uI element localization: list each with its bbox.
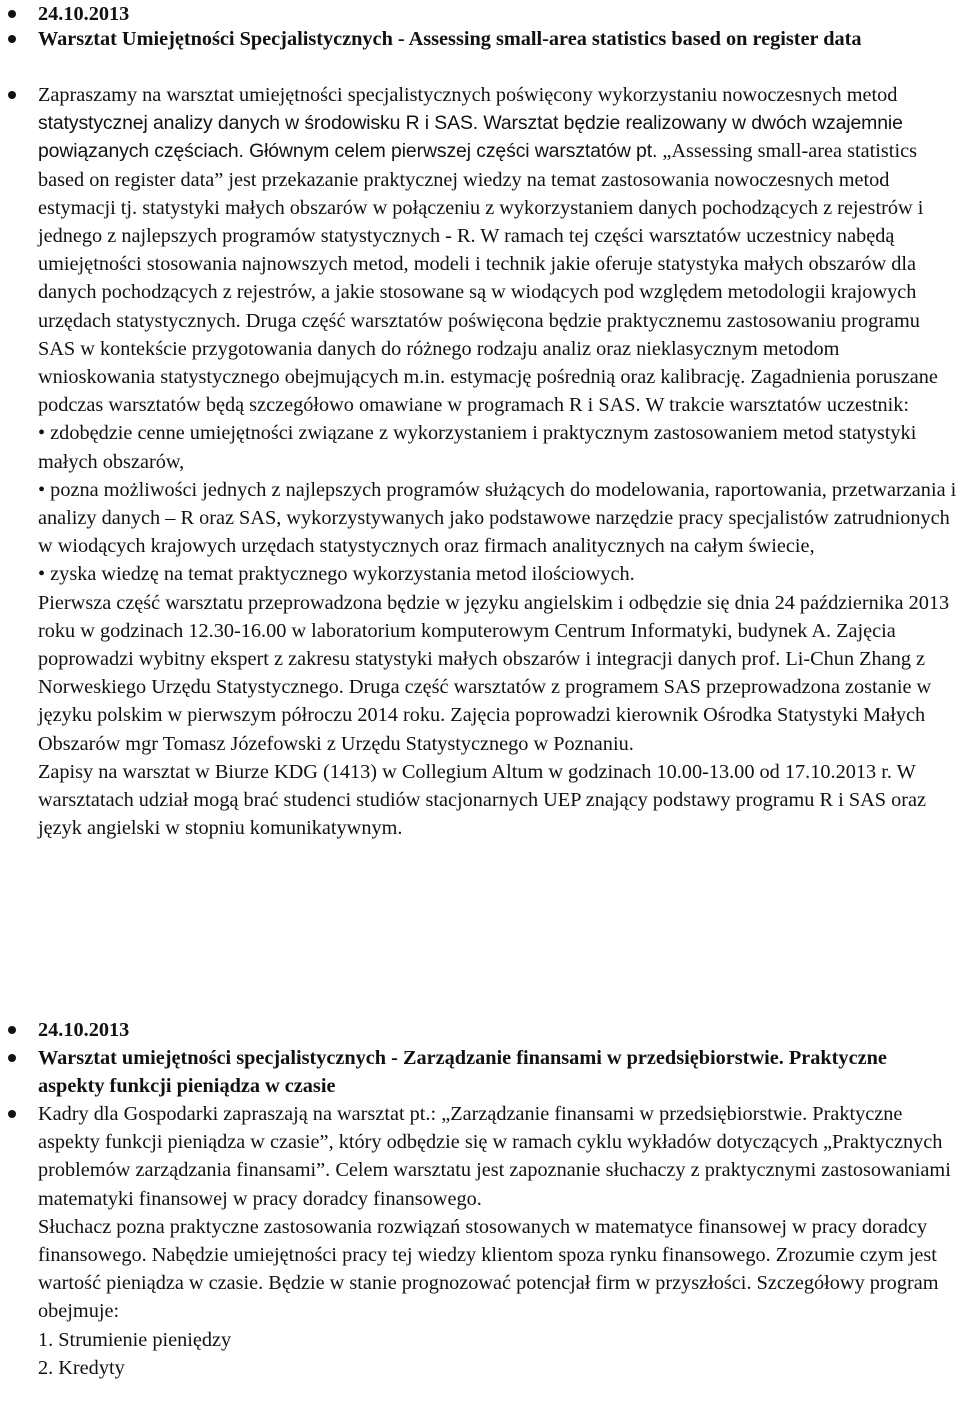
paragraph-first-part: Pierwsza część warsztatu przeprowadzona będzie w języku angielskim i odbędzie się dnia 24 października 2013 roku w godzinach 12.30-16.00 w laboratorium komputerowym Centrum Informatyki, budynek A. Zajęcia poprowadzi wybitny ekspert z zakresu statystyki małych obszarów i integracji danych prof. Li-Chun Zhang z Norweskiego Urzędu Statystycznego. Druga część warsztatów z programem SAS przeprowadzona zostanie w języku polskim w pierwszym półroczu 2014 roku. Zajęcia poprowadzi kierownik Ośrodka Statystyki Małych Obszarów mgr Tomasz Józefowski z Urzędu Statystycznego w Poznaniu. — [38, 591, 950, 755]
point-3: • zyska wiedzę na temat praktycznego wykorzystania metod ilościowych. — [38, 560, 958, 588]
workshop-body-2 — [38, 1100, 958, 1382]
bullet-icon — [8, 1026, 16, 1034]
bullet-icon — [8, 1054, 16, 1062]
workshop-title-2: Warsztat umiejętności specjalistycznych - Zarządzanie finansami w przedsiębiorstwie. Praktyczne aspekty funkcji pieniądza w czasie — [38, 1047, 887, 1098]
date-1: 24.10.2013 — [38, 3, 130, 25]
bullet-icon — [8, 35, 16, 43]
program-item-2: 2. Kredyty — [38, 1356, 125, 1379]
workshop-title-1: Warsztat Umiejętności Specjalistycznych - Assessing small-area statistics based on register data — [38, 28, 862, 50]
workshop-body-1 — [38, 81, 958, 842]
intro-rest-text: „Assessing small-area statistics based on register data” jest przekazanie praktycznej wiedzy na temat zastosowania nowoczesnych metod estymacji tj. statystyki małych obszarów w połączeniu z wykorzystaniem danych pochodzących z rejestrów i jednego z najlepszych programów statystycznych - R. W ramach tej części warsztatów uczestnicy nabędą umiejętności stosowania najnowszych metod, modeli i technik jakie oferuje statystyka małych obszarów dla danych pochodzących z rejestrów, a jakie stosowane są w wiodących pod względem metodologii krajowych urzędach statystycznych. Druga część warsztatów poświęcona będzie praktycznemu zastosowaniu programu SAS w kontekście przygotowania danych do różnego rodzaju analiz oraz nieklasycznym metodom wnioskowania statystycznego obejmujących m.in. estymację pośrednią oraz kalibrację. Zagadnienia poruszane podczas warsztatów będą szczegółowo omawiane w programach R i SAS. W trakcie warsztatów uczestnik: — [38, 140, 938, 417]
bullet-icon — [8, 10, 16, 18]
intro-sans-text: statystycznej analizy danych w środowisku R i SAS. Warsztat będzie realizowany w dwóch wzajemnie powiązanych częściach. Głównym celem pierwszej części warsztatów pt. — [38, 112, 903, 163]
intro-paragraph-2: Kadry dla Gospodarki zapraszają na warsztat pt.: „Zarządzanie finansami w przedsiębiorstwie. Praktyczne aspekty funkcji pieniądza w czasie”, który odbędzie się w ramach cyklu wykładów dotyczących „Praktycznych problemów zarządzania finansami”. Celem warsztatu jest zapoznanie słuchaczy z praktycznymi zastosowaniami matematyki finansowej w pracy doradcy finansowego. — [38, 1103, 951, 1210]
date-2: 24.10.2013 — [38, 1019, 130, 1041]
intro-paragraph-1 — [38, 81, 958, 419]
intro-serif-text: Zapraszamy na warsztat umiejętności specjalistycznych poświęcony wykorzystaniu nowoczesnych metod — [38, 84, 898, 106]
list-item-title-2 — [0, 1044, 960, 1100]
paragraph-registration: Zapisy na warsztat w Biurze KDG (1413) w Collegium Altum w godzinach 10.00-13.00 od 17.10.2013 r. W warsztatach udział mogą brać studenci studiów stacjonarnych UEP znający podstawy programu R i SAS oraz język angielski w stopniu komunikatywnym. — [38, 760, 926, 840]
list-item-title-1 — [0, 25, 960, 53]
list-item-date-1 — [0, 0, 960, 28]
list-item-body-1 — [0, 81, 960, 842]
bullet-icon — [8, 1110, 16, 1118]
bullet-icon — [8, 91, 16, 99]
paragraph-listener: Słuchacz pozna praktyczne zastosowania rozwiązań stosowanych w matematyce finansowej w pracy doradcy finansowego. Nabędzie umiejętności pracy tej wiedzy klientom spoza rynku finansowego. Zrozumie czym jest wartość pieniądza w czasie. Będzie w stanie prognozować potencjał firm w przyszłości. Szczegółowy program obejmuje: — [38, 1215, 939, 1323]
list-item-date-2 — [0, 1016, 960, 1044]
point-1: • zdobędzie cenne umiejętności związane z wykorzystaniem i praktycznym zastosowaniem metod statystyki małych obszarów, — [38, 419, 958, 475]
point-2: • pozna możliwości jednych z najlepszych programów służących do modelowania, raportowania, przetwarzania i analizy danych – R oraz SAS, wykorzystywanych jako podstawowe narzędzie pracy specjalistów zatrudnionych w wiodących krajowych urzędach statystycznych oraz firmach analitycznych na całym świecie, — [38, 476, 958, 561]
list-item-body-2 — [0, 1100, 960, 1382]
program-item-1: 1. Strumienie pieniędzy — [38, 1328, 232, 1351]
